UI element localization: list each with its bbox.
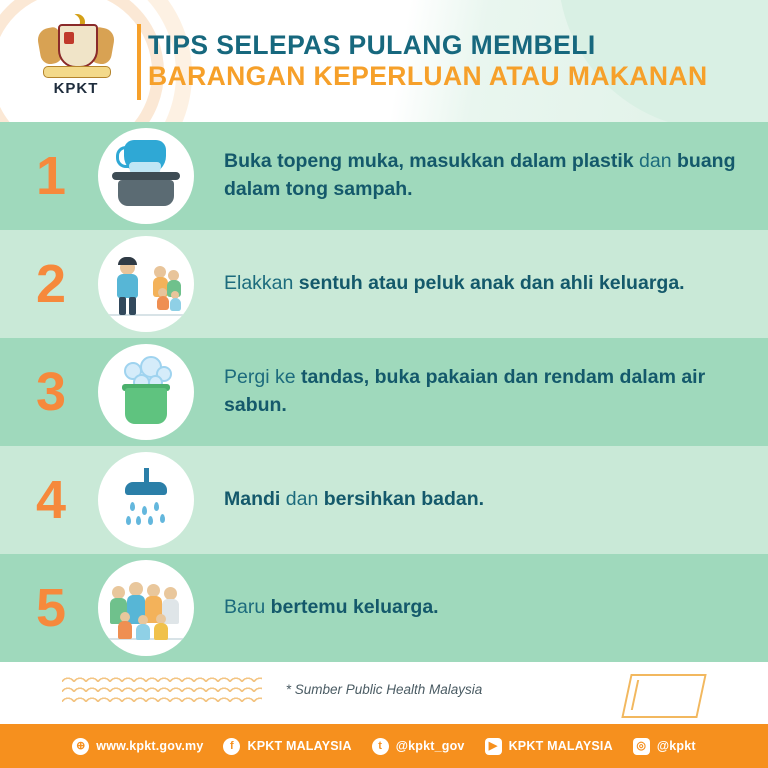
step-text-1: Buka topeng muka, masukkan dalam plastik dan buang dalam tong sampah. (224, 150, 736, 200)
step-number-4: 4 (36, 470, 67, 530)
man-leg-right (129, 297, 136, 315)
globe-icon: ⊕ (72, 738, 89, 755)
bucket-body (125, 388, 167, 424)
man-body (117, 274, 138, 298)
bin-body-shape (118, 180, 174, 206)
step-number-3: 3 (36, 362, 67, 422)
page-title (148, 30, 708, 91)
step-row-4 (0, 446, 768, 554)
water-drop-6 (160, 514, 165, 523)
footer-item-youtube[interactable] (485, 738, 613, 755)
footer-bar (0, 724, 768, 768)
footer-label-website: www.kpkt.gov.my (96, 739, 204, 753)
step-text-2: Elakkan sentuh atau peluk anak dan ahli keluarga. (224, 272, 685, 295)
bucket-with-soap-icon (98, 344, 194, 440)
kpkt-logo (28, 12, 124, 97)
step-row-3 (0, 338, 768, 446)
step-text-3: Pergi ke tandas, buka pakaian dan rendam dalam air sabun. (224, 366, 706, 416)
step-number-1: 1 (36, 146, 67, 206)
shield-icon (58, 24, 98, 68)
steps-list (0, 122, 768, 662)
twitter-icon: t (372, 738, 389, 755)
step-row-2 (0, 230, 768, 338)
water-drop-7 (126, 516, 131, 525)
facebook-icon: f (223, 738, 240, 755)
water-drop-1 (130, 502, 135, 511)
youtube-icon: ▶ (485, 738, 502, 755)
footer-label-instagram: @kpkt (656, 739, 696, 753)
child-body-1 (157, 296, 169, 310)
step-number-2: 2 (36, 254, 67, 314)
title-line-2: BARANGAN KEPERLUAN ATAU MAKANAN (148, 60, 708, 91)
footer-item-instagram[interactable] (633, 738, 696, 755)
child-body-2 (170, 298, 181, 311)
source-note: * Sumber Public Health Malaysia (285, 682, 483, 697)
footer-label-twitter: @kpkt_gov (395, 739, 465, 753)
malaysia-coat-of-arms-icon (37, 12, 115, 78)
family-group-icon (98, 560, 194, 656)
instagram-icon: ◎ (633, 738, 650, 755)
water-drop-5 (148, 516, 153, 525)
ribbon-icon (43, 66, 111, 78)
bin-lid-shape (112, 172, 180, 180)
step-text-4: Mandi dan bersihkan badan. (224, 488, 485, 511)
step-number-5: 5 (36, 578, 67, 638)
water-drop-3 (154, 502, 159, 511)
child-body-1 (118, 621, 132, 639)
water-drop-4 (136, 516, 141, 525)
footer-item-twitter[interactable] (372, 738, 465, 755)
footer-label-youtube: KPKT MALAYSIA (508, 739, 613, 753)
step-row-1 (0, 122, 768, 230)
child-body-2 (136, 624, 150, 640)
footer-label-facebook: KPKT MALAYSIA (247, 739, 352, 753)
step-text-5: Baru bertemu keluarga. (224, 596, 439, 619)
title-line-1: TIPS SELEPAS PULANG MEMBELI (148, 30, 596, 60)
logo-label: KPKT (53, 80, 99, 97)
footer-item-website[interactable] (72, 738, 203, 755)
shower-icon (98, 452, 194, 548)
man-avoiding-family-icon (98, 236, 194, 332)
family-member-head-2 (129, 582, 143, 596)
step-row-5 (0, 554, 768, 662)
shower-head (125, 482, 167, 495)
poster-header (0, 0, 768, 122)
source-bar (0, 662, 768, 724)
man-leg-left (119, 297, 126, 315)
mask-in-trash-bin-icon (98, 128, 194, 224)
title-divider (137, 24, 141, 100)
footer-item-facebook[interactable] (223, 738, 351, 755)
child-body-3 (154, 623, 168, 640)
water-drop-2 (142, 506, 147, 515)
man-hair (118, 257, 137, 265)
ground-line (98, 314, 194, 316)
